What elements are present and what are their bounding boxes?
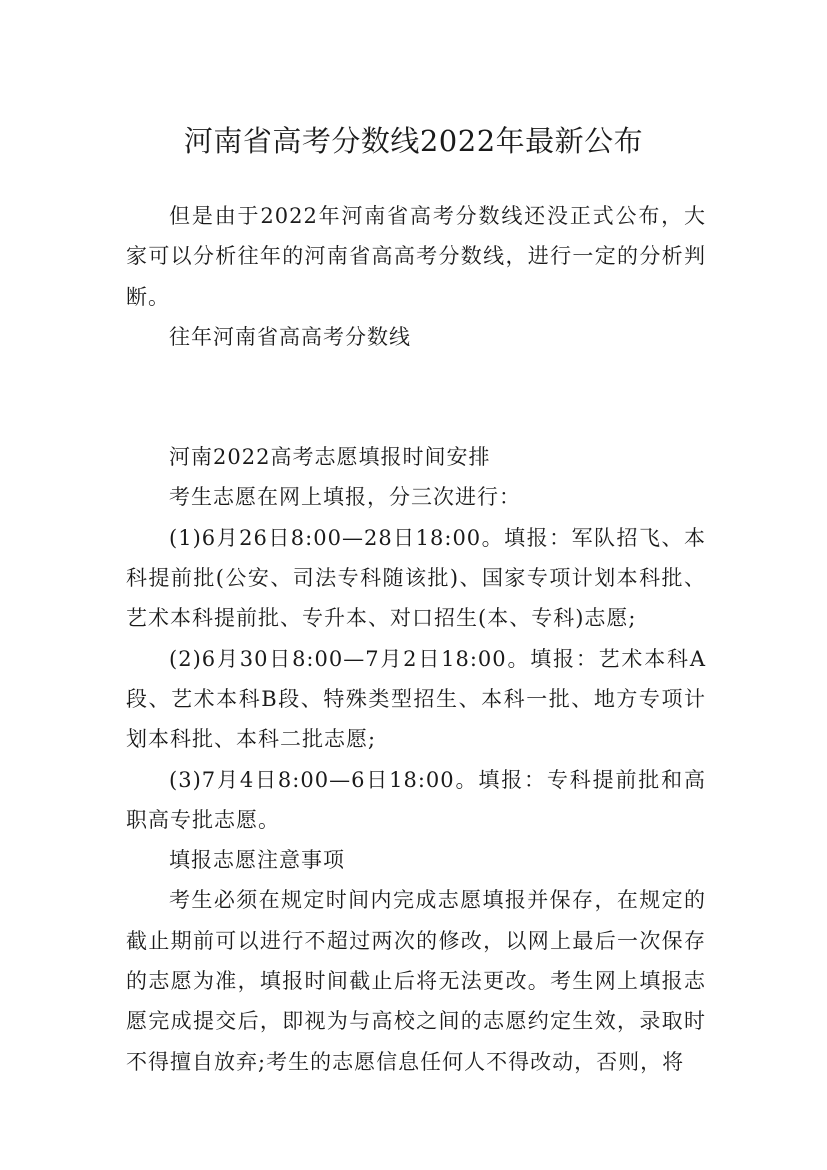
- paragraph-round-1: (1)6月26日8:00—28日18:00。填报：军队招飞、本科提前批(公安、司法专科随该批)、国家专项计划本科批、艺术本科提前批、专升本、对口招生(本、专科)志愿;: [126, 525, 706, 631]
- paragraph-intro: 但是由于2022年河南省高考分数线还没正式公布，大家可以分析往年的河南省高高考分数线，进行一定的分析判断。: [126, 204, 706, 309]
- paragraph-notes-heading: 填报志愿注意事项: [169, 848, 346, 873]
- paragraph-past-scores-heading: 往年河南省高高考分数线: [169, 324, 412, 349]
- document-title: 河南省高考分数线2022年最新公布: [183, 124, 644, 159]
- paragraph-round-2: (2)6月30日8:00—7月2日18:00。填报：艺术本科A段、艺术本科B段、特殊类型招生、本科一批、地方专项计划本科批、本科二批志愿;: [126, 646, 706, 752]
- document-body: [126, 196, 706, 1082]
- paragraph-round-3: (3)7月4日8:00—6日18:00。填报：专科提前批和高职高专批志愿。: [126, 767, 706, 832]
- blank-space: [126, 357, 706, 437]
- paragraph-schedule-heading: 河南2022高考志愿填报时间安排: [169, 445, 491, 470]
- paragraph-notes-body: 考生必须在规定时间内完成志愿填报并保存，在规定的截止期前可以进行不超过两次的修改，以网上最后一次保存的志愿为准，填报时间截止后将无法更改。考生网上填报志愿完成提交后，即视为与高校之间的志愿约定生效，录取时不得擅自放弃;考生的志愿信息任何人不得改动，否则，将: [126, 888, 706, 1074]
- paragraph-schedule-intro: 考生志愿在网上填报，分三次进行：: [169, 485, 522, 510]
